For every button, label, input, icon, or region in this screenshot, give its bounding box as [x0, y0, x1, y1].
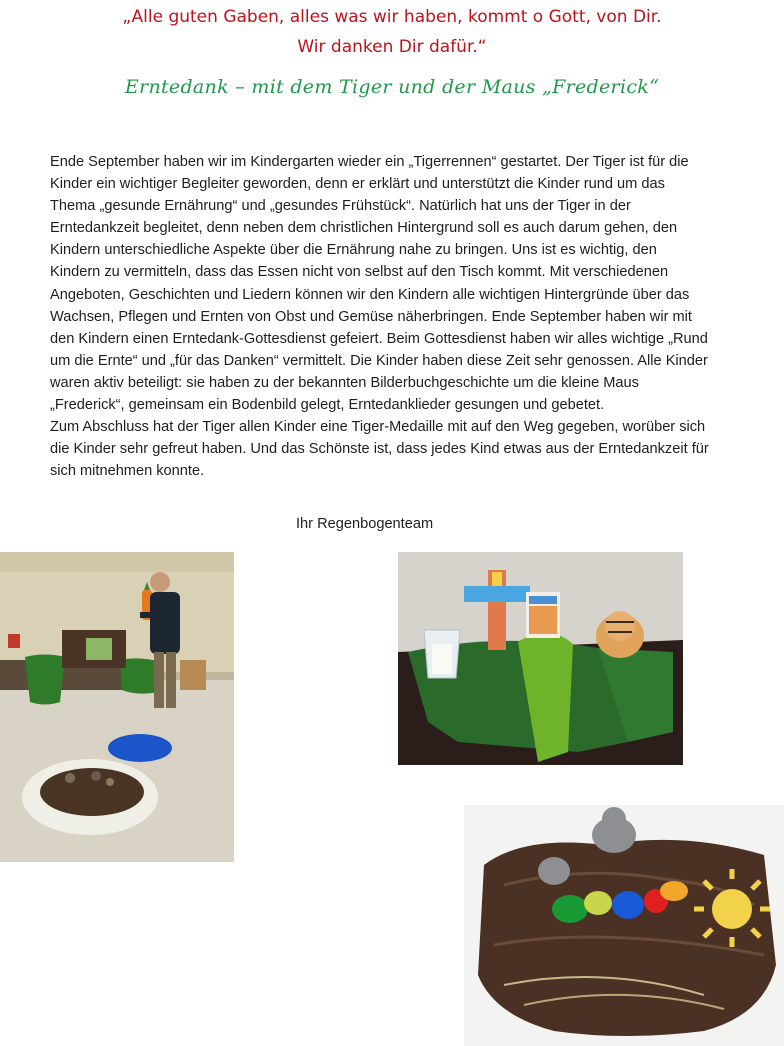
article-body: [50, 151, 710, 482]
quote-line-2: Wir danken Dir dafür.“: [297, 37, 487, 57]
article-paragraph-2: Zum Abschluss hat der Tiger allen Kinder eine Tiger-Medaille mit auf den Weg gegeben, worüber sich die Kinder sehr gefreut haben. Und das Schönste ist, dass jedes Kind etwas aus der Erntedankzeit für sich mitnehmen konnte.: [50, 419, 709, 480]
signature: Ihr Regenbogenteam: [296, 516, 434, 532]
page-subtitle: Erntedank – mit dem Tiger und der Maus „Frederick“: [124, 76, 660, 98]
article-paragraph-1: Ende September haben wir im Kindergarten wieder ein „Tigerrennen“ gestartet. Der Tiger ist für die Kinder ein wichtiger Begleiter geworden, denn er erklärt und unterstützt die Kinder rund um das Thema „gesunde Ernährung“ und „gesundes Frühstück“. Natürlich hat uns der Tiger in der Erntedankzeit begleitet, denn neben dem christlichen Hintergrund soll es auch darum gehen, den Kindern unterschiedliche Aspekte über die Ernährung nahe zu bringen. Uns ist es wichtig, den Kindern zu vermitteln, dass das Essen nicht von selbst auf den Tisch kommt. Mit verschiedenen Angeboten, Geschichten und Liedern können wir den Kindern alle wichtigen Hintergründe über das Wachsen, Pflegen und Ernten von Obst und Gemüse näherbringen. Ende September haben wir mit den Kindern einen Erntedank-Gottesdienst gefeiert. Beim Gottesdienst haben wir alles wichtige „Rund um die Ernte“ und „für das Danken“ vermittelt. Die Kinder haben diese Zeit sehr genossen. Alle Kinder waren aktiv beteiligt: sie haben zu der bekannten Bilderbuchgeschichte um die kleine Maus „Frederick“, gemeinsam ein Bodenbild gelegt, Erntedanklieder gesungen und gebetet.: [50, 154, 708, 414]
photo-frederick-floor-picture: [464, 805, 784, 1046]
photo-teacher-floor-picture: [0, 552, 234, 862]
quote-line-1: „Alle guten Gaben, alles was wir haben, kommt o Gott, von Dir.: [122, 7, 662, 27]
photo-altar-cross-tiger: [398, 552, 683, 765]
